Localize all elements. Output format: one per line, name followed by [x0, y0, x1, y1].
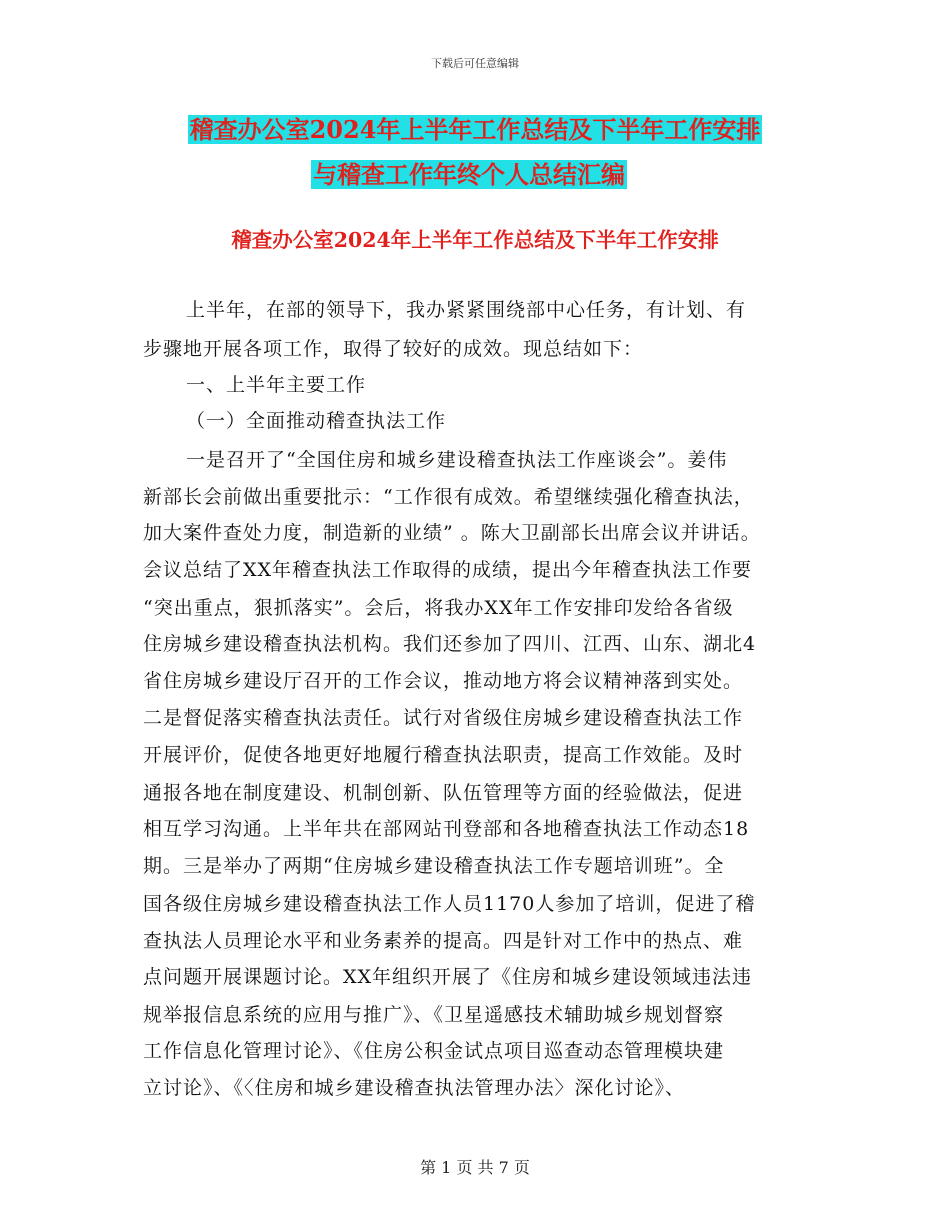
body-line: 住房城乡建设稽查执法机构。我们还参加了四川、江西、山东、湖北4 — [143, 633, 757, 655]
document-title-line-2-text: 与稽查工作年终个人总结汇编 — [313, 160, 625, 189]
body-line: 步骤地开展各项工作，取得了较好的成效。现总结如下： — [143, 338, 644, 360]
body-line: 查执法人员理论水平和业务素养的提高。四是针对工作中的热点、难 — [143, 930, 744, 952]
body-line: “突出重点，狠抓落实”。会后，将我办XX年工作安排印发给各省级 — [143, 597, 734, 619]
body-line: 会议总结了XX年稽查执法工作取得的成绩，提出今年稽查执法工作要 — [143, 559, 753, 581]
section-heading: 一、上半年主要工作 — [186, 374, 367, 396]
body-line: 国各级住房城乡建设稽查执法工作人员1170人参加了培训，促进了稽 — [143, 893, 756, 915]
document-title-line-1-text: 稽查办公室2024年上半年工作总结及下半年工作安排 — [189, 115, 761, 144]
subsection-heading: （一）全面推动稽查执法工作 — [186, 410, 447, 432]
header-note: 下载后可任意编辑 — [431, 57, 519, 70]
body-line: 新部长会前做出重要批示：“工作很有成效。希望继续强化稽查执法， — [143, 486, 754, 508]
body-line: 省住房城乡建设厅召开的工作会议，推动地方将会议精神落到实处。 — [143, 670, 744, 692]
body-line: 二是督促落实稽查执法责任。试行对省级住房城乡建设稽查执法工作 — [143, 707, 744, 729]
body-line: 期。三是举办了两期“住房城乡建设稽查执法工作专题培训班”。全 — [143, 855, 725, 877]
body-line: 点问题开展课题讨论。XX年组织开展了《住房和城乡建设领域违法违 — [143, 966, 753, 988]
document-title-line-2 — [0, 157, 944, 193]
page-number-footer: 第 1 页 共 7 页 — [420, 1158, 530, 1177]
body-line: 立讨论》、《〈住房和城乡建设稽查执法管理办法〉深化讨论》、 — [143, 1077, 686, 1099]
body-line: 加大案件查处力度，制造新的业绩” 。陈大卫副部长出席会议并讲话。 — [143, 522, 761, 544]
document-title-line-1 — [0, 112, 950, 148]
body-line: 一是召开了“全国住房和城乡建设稽查执法工作座谈会”。姜伟 — [186, 449, 728, 471]
body-line: 上半年，在部的领导下，我办紧紧围绕部中心任务，有计划、有 — [186, 299, 747, 321]
section-title: 稽查办公室2024年上半年工作总结及下半年工作安排 — [231, 228, 719, 252]
body-line: 通报各地在制度建设、机制创新、队伍管理等方面的经验做法，促进 — [143, 782, 744, 804]
body-line: 工作信息化管理讨论》、《住房公积金试点项目巡查动态管理模块建 — [143, 1040, 725, 1062]
body-line: 开展评价，促使各地更好地履行稽查执法职责，提高工作效能。及时 — [143, 744, 744, 766]
body-line: 规举报信息系统的应用与推广》、《卫星遥感技术辅助城乡规划督察 — [143, 1004, 725, 1026]
body-line: 相互学习沟通。上半年共在部网站刊登部和各地稽查执法工作动态18 — [143, 818, 750, 840]
